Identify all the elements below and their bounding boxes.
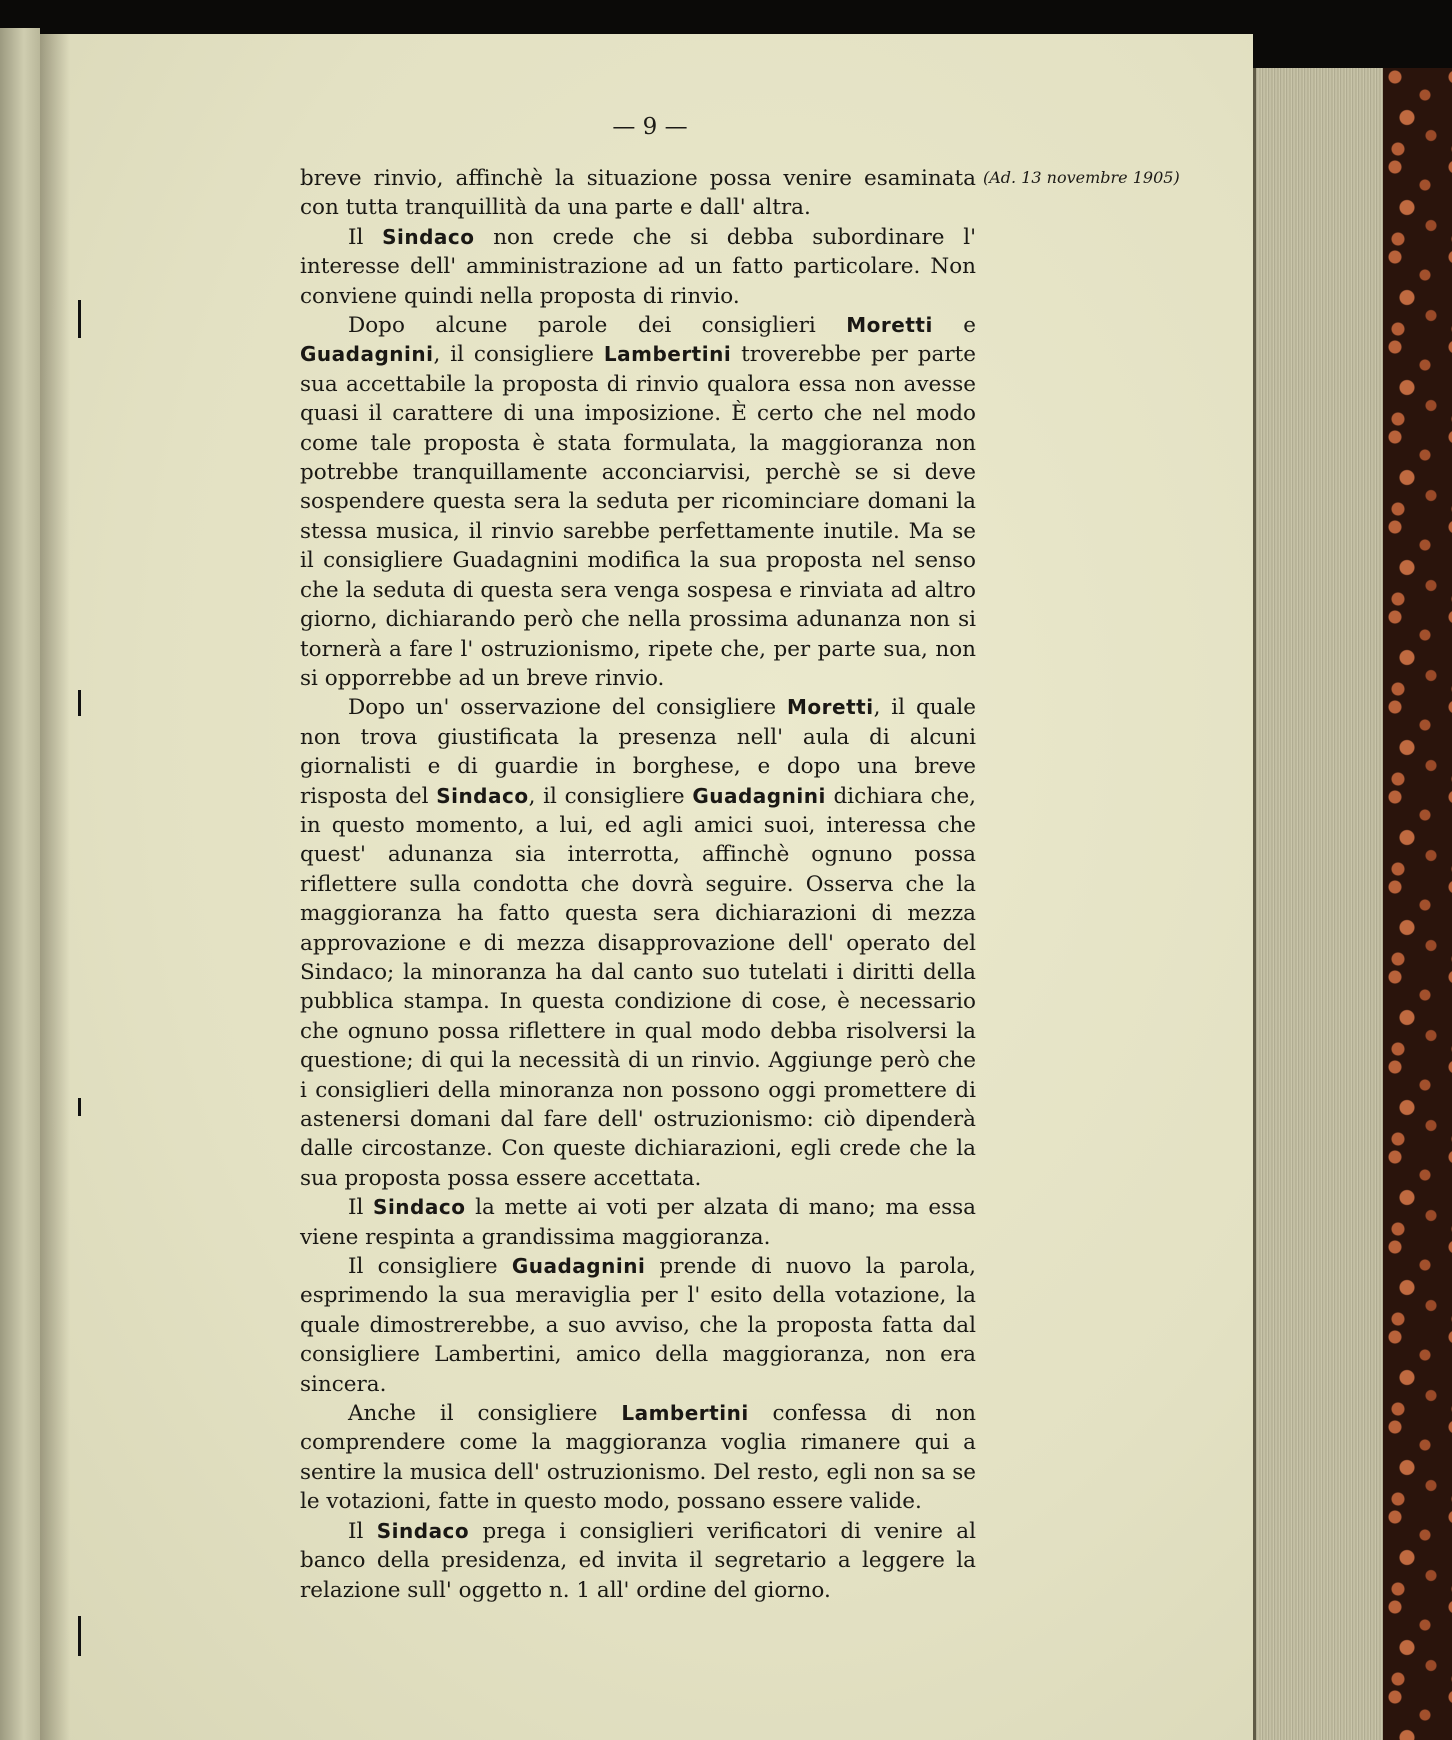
gutter-shadow bbox=[40, 34, 70, 1740]
paragraph bbox=[300, 693, 976, 1193]
paragraph-text: dichiara che, in questo momento, a lui, ed agli amici suoi, interessa che quest' adunanza sia interrotta, affinchè ognuno possa riflettere sulla condotta che dovrà seguire. Osserva che la maggioranza ha fatto questa sera dichiarazioni di mezza approvazione e di mezza disapprovazione dell' operato del Sindaco; la minoranza ha dal canto suo tutelati i diritti della pubblica stampa. In questa condizione di cose, è necessario che ognuno possa riflettere in qual modo debba risolversi la questione; di qui la necessità di un rinvio. Aggiunge però che i consiglieri della minoranza non possono oggi promettere di astenersi domani dal fare dell' ostruzionismo: ciò dipenderà dalle circostanze. Con queste dichiarazioni, egli crede che la sua proposta possa essere accettata. bbox=[300, 783, 976, 1191]
paragraph-text: breve rinvio, affinchè la situazione possa venire esaminata con tutta tranquillità da una parte e dall' altra. bbox=[300, 166, 976, 221]
page-number: — 9 — bbox=[612, 114, 688, 140]
page-stack-edge bbox=[1253, 68, 1386, 1740]
speaker-name: Moretti bbox=[846, 313, 933, 338]
speaker-name: Sindaco bbox=[373, 1195, 466, 1220]
speaker-name: Guadagnini bbox=[692, 783, 826, 808]
paragraph-text: non crede che si debba subordinare l' interesse dell' amministrazione ad un fatto particolare. Non conviene quindi nella proposta di rinvio. bbox=[300, 224, 976, 309]
paragraph bbox=[300, 1252, 976, 1399]
paragraph-text: , il consigliere bbox=[433, 342, 604, 368]
paragraph-text: Dopo un' osservazione del consigliere bbox=[348, 695, 788, 721]
paragraph-text: , il quale non trova giustificata la presenza nell' aula di alcuni giornalisti e di guardie in borghese, e dopo una breve risposta del bbox=[300, 695, 976, 809]
paragraph-text: la mette ai voti per alzata di mano; ma essa viene respinta a grandissima maggioranza. bbox=[300, 1195, 976, 1250]
paragraph bbox=[300, 164, 976, 223]
marbled-cover bbox=[1383, 68, 1452, 1740]
speaker-name: Guadagnini bbox=[511, 1254, 646, 1279]
paragraph-text: troverebbe per parte sua accettabile la proposta di rinvio qualora essa non avesse quasi il carattere di una imposizione. È certo che nel modo come tale proposta è stata formulata, la maggioranza non potrebbe tranquillamente acconciarvisi, perchè se si deve sospendere questa sera la seduta per ricominciare domani la stessa musica, il rinvio sarebbe perfettamente inutile. Ma se il consigliere Guadagnini modifica la sua proposta nel senso che la seduta di questa sera venga sospesa e rinviata ad altro giorno, dichiarando però che nella prossima adunanza non si tornerà a fare l' ostruzionismo, ripete che, per parte sua, non si opporrebbe ad un breve rinvio. bbox=[300, 342, 976, 691]
paragraph-text: prende di nuovo la parola, esprimendo la sua meraviglia per l' esito della votazione, la quale dimostrerebbe, a suo avviso, che la proposta fatta dal consigliere Lambertini, amico della maggioranza, non era sincera. bbox=[300, 1254, 976, 1397]
paragraph-text: Il bbox=[348, 1518, 377, 1544]
speaker-name: Moretti bbox=[787, 695, 874, 720]
paragraph-text: Il bbox=[348, 224, 383, 250]
paragraph bbox=[300, 1517, 976, 1605]
left-page-edge bbox=[0, 28, 40, 1740]
margin-mark bbox=[78, 690, 81, 716]
speaker-name: Lambertini bbox=[621, 1401, 749, 1426]
speaker-name: Guadagnini bbox=[300, 342, 434, 367]
paragraph-text: e bbox=[932, 313, 976, 339]
margin-mark bbox=[78, 300, 81, 338]
paragraph-text: prega i consiglieri verificatori di venire al banco della presidenza, ed invita il segretario a leggere la relazione sull' oggetto n. 1 all' ordine del giorno. bbox=[300, 1518, 976, 1603]
paragraph-text: confessa di non comprendere come la maggioranza voglia rimanere qui a sentire la musica dell' ostruzionismo. Del resto, egli non sa se le votazioni, fatte in questo modo, possano essere valide. bbox=[300, 1401, 976, 1515]
paragraph bbox=[300, 311, 976, 693]
speaker-name: Sindaco bbox=[382, 224, 475, 249]
speaker-name: Lambertini bbox=[603, 342, 732, 367]
margin-date-note: (Ad. 13 novembre 1905) bbox=[983, 168, 1180, 187]
paragraph-text: Il bbox=[348, 1195, 374, 1221]
margin-mark bbox=[78, 1616, 81, 1656]
paragraph bbox=[300, 1399, 976, 1517]
paragraph-text: Anche il consigliere bbox=[348, 1401, 622, 1427]
paragraph bbox=[300, 1193, 976, 1252]
margin-mark bbox=[78, 1098, 81, 1116]
paragraph-text: Dopo alcune parole dei consiglieri bbox=[348, 313, 847, 339]
paragraph-text: , il consigliere bbox=[528, 783, 693, 809]
paragraph bbox=[300, 223, 976, 311]
paragraph-text: Il consigliere bbox=[348, 1254, 512, 1280]
speaker-name: Sindaco bbox=[376, 1518, 470, 1543]
speaker-name: Sindaco bbox=[436, 783, 529, 808]
body-text bbox=[300, 164, 976, 1605]
